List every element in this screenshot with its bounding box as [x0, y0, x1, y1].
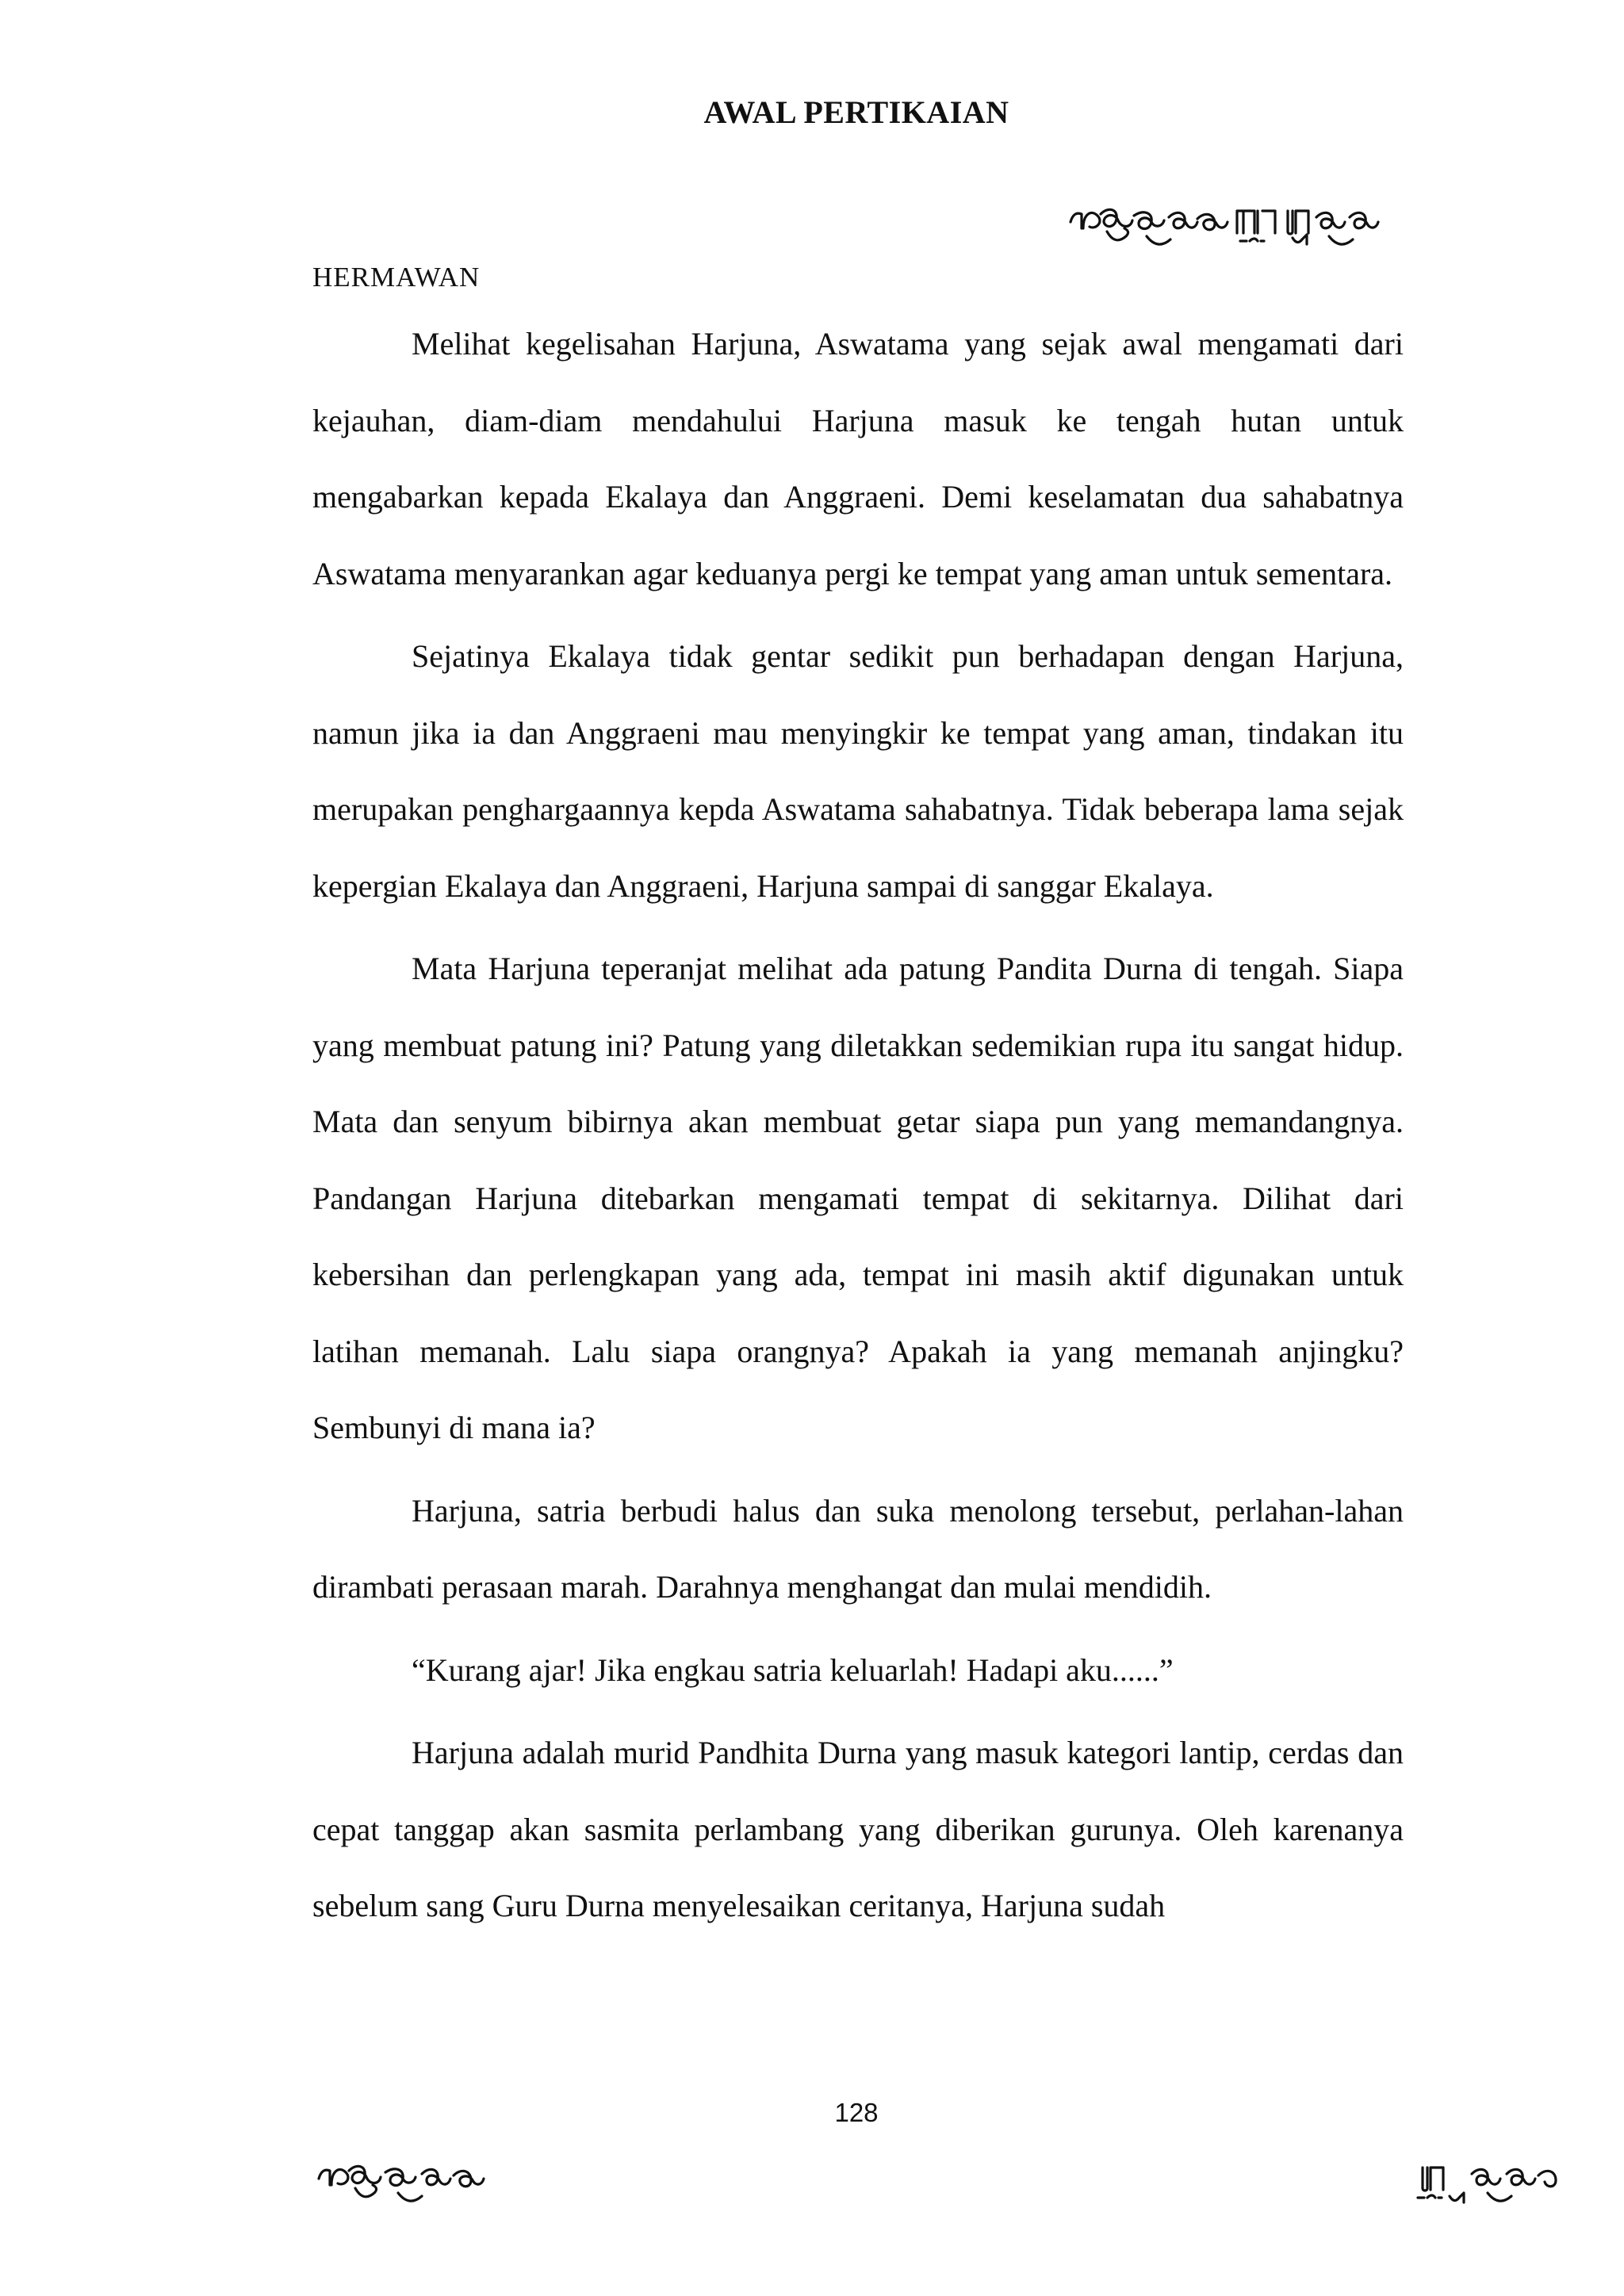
- story-body: [312, 306, 1404, 1945]
- paragraph: Harjuna, satria berbudi halus dan suka menolong tersebut, perlahan-lahan dirambati perasaan marah. Darahnya menghangat dan mulai mendidih.: [312, 1492, 1404, 1605]
- author-label: HERMAWAN: [312, 262, 481, 293]
- javanese-script-header-icon: [1064, 184, 1405, 263]
- paragraph: “Kurang ajar! Jika engkau satria keluarlah! Hadapi aku......”: [412, 1651, 1174, 1688]
- javanese-script-right-icon: [1411, 2141, 1570, 2220]
- chapter-title: AWAL PERTIKAIAN: [703, 94, 1009, 130]
- paragraph: Mata Harjuna teperanjat melihat ada patung Pandita Durna di tengah. Siapa yang membuat patung ini? Patung yang diletakkan sedemikian rupa itu sangat hidup. Mata dan senyum bibirnya akan membuat getar siapa pun yang memandangnya. Pandangan Harjuna ditebarkan mengamati tempat di sekitarnya. Dilihat dari kebersihan dan perlengkapan yang ada, tempat ini masih aktif digunakan untuk latihan memanah. Lalu siapa orangnya? Apakah ia yang memanah anjingku? Sembunyi di mana ia?: [312, 951, 1404, 1445]
- paragraph: Sejatinya Ekalaya tidak gentar sedikit pun berhadapan dengan Harjuna, namun jika ia dan Anggraeni mau menyingkir ke tempat yang aman, tindakan itu merupakan penghargaannya kepda Aswatama sahabatnya. Tidak beberapa lama sejak kepergian Ekalaya dan Anggraeni, Harjuna sampai di sanggar Ekalaya.: [312, 638, 1404, 904]
- paragraph: Melihat kegelisahan Harjuna, Aswatama yang sejak awal mengamati dari kejauhan, diam-diam mendahului Harjuna masuk ke tengah hutan untuk mengabarkan kepada Ekalaya dan Anggraeni. Demi keselamatan dua sahabatnya Aswatama menyarankan agar keduanya pergi ke tempat yang aman untuk sementara.: [312, 326, 1404, 591]
- javanese-script-left-icon: [312, 2141, 503, 2220]
- paragraph: Harjuna adalah murid Pandhita Durna yang masuk kategori lantip, cerdas dan cepat tanggap akan sasmita perlambang yang diberikan gurunya. Oleh karenanya sebelum sang Guru Durna menyelesaikan ceritanya, Harjuna sudah: [312, 1735, 1404, 1923]
- page-number: 128: [834, 2098, 879, 2127]
